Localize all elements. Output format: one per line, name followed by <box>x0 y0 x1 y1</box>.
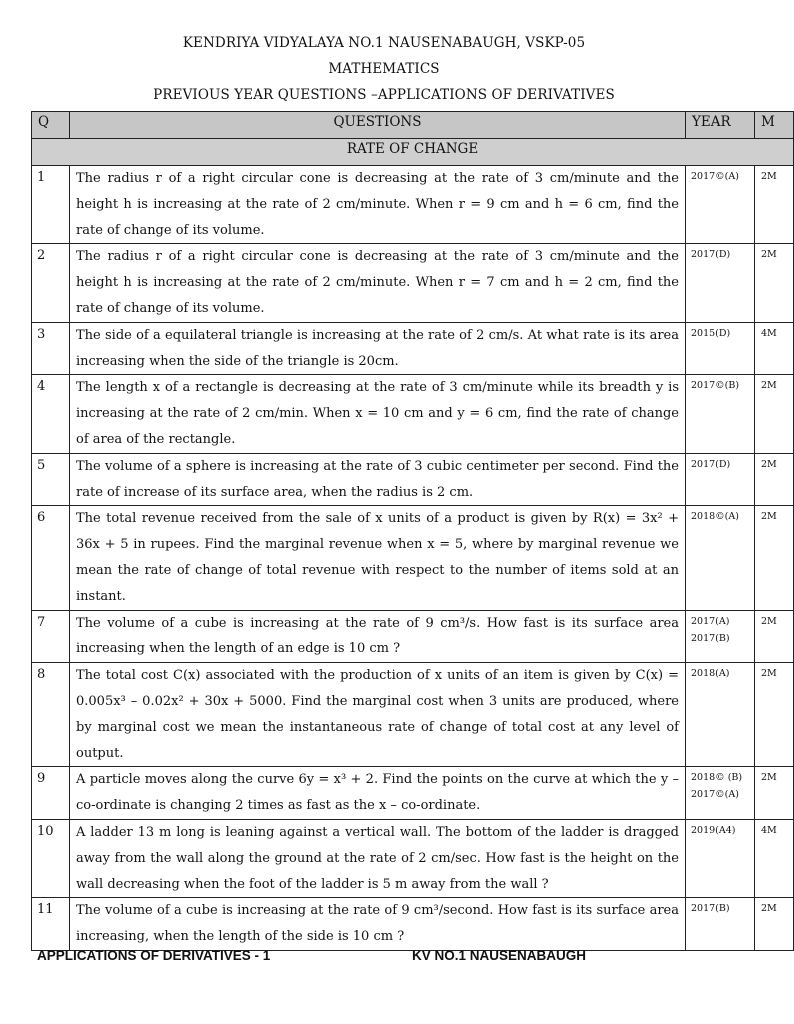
question-text: The radius r of a right circular cone is decreasing at the rate of 3 cm/minute and the height h is increasing at the rate of 2 cm/minute. When r = 9 cm and h = 6 cm, find the rate of change of its volume. <box>70 166 686 244</box>
question-number: 1 <box>32 166 70 244</box>
question-number: 3 <box>32 322 70 375</box>
table-row <box>32 166 794 244</box>
table-row <box>32 453 794 506</box>
question-marks: 4M <box>755 322 794 375</box>
question-year <box>686 898 755 951</box>
column-header-q: Q <box>32 112 70 139</box>
question-year <box>686 244 755 322</box>
question-marks: 2M <box>755 375 794 453</box>
question-text: The side of a equilateral triangle is increasing at the rate of 2 cm/s. At what rate is its area increasing when the side of the triangle is 20cm. <box>70 322 686 375</box>
questions-table <box>31 111 794 951</box>
question-text: The length x of a rectangle is decreasing at the rate of 3 cm/minute while its breadth y is increasing at the rate of 2 cm/min. When x = 10 cm and y = 6 cm, find the rate of change of area of the rectangle. <box>70 375 686 453</box>
question-year <box>686 663 755 767</box>
question-number: 4 <box>32 375 70 453</box>
table-header-row <box>32 112 794 139</box>
year-label: 2017(D) <box>691 458 731 470</box>
question-year <box>686 375 755 453</box>
year-label: 2018©(A) <box>691 511 739 523</box>
question-marks: 2M <box>755 610 794 663</box>
section-title: RATE OF CHANGE <box>32 139 794 166</box>
question-text: The radius r of a right circular cone is decreasing at the rate of 3 cm/minute and the height h is increasing at the rate of 2 cm/minute. When r = 7 cm and h = 2 cm, find the rate of change of its volume. <box>70 244 686 322</box>
year-label: 2017©(B) <box>691 380 740 392</box>
year-label: 2017(B) <box>691 632 730 644</box>
school-name: KENDRIYA VIDYALAYA NO.1 NAUSENABAUGH, VSKP-05 <box>182 35 586 51</box>
question-marks: 2M <box>755 166 794 244</box>
question-text: The total cost C(x) associated with the production of x units of an item is given by C(x) = 0.005x³ – 0.02x² + 30x + 5000. Find the marginal cost when 3 units are produced, where by marginal cost we mean the instantaneous rate of change of total cost at any level of output. <box>70 663 686 767</box>
section-row <box>32 139 794 166</box>
question-year <box>686 610 755 663</box>
question-marks: 2M <box>755 663 794 767</box>
question-marks: 2M <box>755 767 794 820</box>
table-row <box>32 898 794 951</box>
subject-title: MATHEMATICS <box>328 61 440 77</box>
question-marks: 2M <box>755 244 794 322</box>
question-year <box>686 453 755 506</box>
question-year <box>686 506 755 610</box>
question-number: 6 <box>32 506 70 610</box>
question-year <box>686 322 755 375</box>
column-header-questions: QUESTIONS <box>70 112 686 139</box>
year-label: 2018© (B) <box>691 772 743 784</box>
year-label: 2017(A) <box>691 615 730 627</box>
year-label: 2019(A4) <box>691 824 736 836</box>
year-label: 2018(A) <box>691 668 730 680</box>
table-row <box>32 767 794 820</box>
question-year <box>686 166 755 244</box>
year-label: 2017(D) <box>691 249 731 261</box>
table-row <box>32 322 794 375</box>
table-row <box>32 663 794 767</box>
question-number: 2 <box>32 244 70 322</box>
question-year <box>686 767 755 820</box>
year-label: 2017(B) <box>691 903 730 915</box>
question-text: The total revenue received from the sale of x units of a product is given by R(x) = 3x² + 36x + 5 in rupees. Find the marginal revenue when x = 5, where by marginal revenue we mean the rate of change of total revenue with respect to the number of items sold at an instant. <box>70 506 686 610</box>
footer-right: KV NO.1 NAUSENABAUGH <box>412 948 587 963</box>
question-number: 10 <box>32 819 70 897</box>
question-number: 7 <box>32 610 70 663</box>
question-marks: 2M <box>755 453 794 506</box>
footer-left: APPLICATIONS OF DERIVATIVES - 1 <box>37 948 271 963</box>
question-text: A particle moves along the curve 6y = x³ + 2. Find the points on the curve at which the y – co-ordinate is changing 2 times as fast as the x – co-ordinate. <box>70 767 686 820</box>
question-text: The volume of a sphere is increasing at the rate of 3 cubic centimeter per second. Find the rate of increase of its surface area, when the radius is 2 cm. <box>70 453 686 506</box>
table-row <box>32 506 794 610</box>
question-marks: 2M <box>755 506 794 610</box>
question-marks: 4M <box>755 819 794 897</box>
document-title: PREVIOUS YEAR QUESTIONS –APPLICATIONS OF DERIVATIVES <box>153 87 615 103</box>
question-year <box>686 819 755 897</box>
column-header-year: YEAR <box>686 112 755 139</box>
question-text: The volume of a cube is increasing at the rate of 9 cm³/second. How fast is its surface area increasing, when the length of the side is 10 cm ? <box>70 898 686 951</box>
question-number: 9 <box>32 767 70 820</box>
question-number: 5 <box>32 453 70 506</box>
year-label: 2015(D) <box>691 327 731 339</box>
question-text: The volume of a cube is increasing at the rate of 9 cm³/s. How fast is its surface area increasing when the length of an edge is 10 cm ? <box>70 610 686 663</box>
year-label: 2017©(A) <box>691 789 739 801</box>
table-row <box>32 819 794 897</box>
table-row <box>32 244 794 322</box>
question-number: 11 <box>32 898 70 951</box>
question-number: 8 <box>32 663 70 767</box>
table-row <box>32 610 794 663</box>
question-text: A ladder 13 m long is leaning against a vertical wall. The bottom of the ladder is dragged away from the wall along the ground at the rate of 2 cm/sec. How fast is the height on the wall decreasing when the foot of the ladder is 5 m away from the wall ? <box>70 819 686 897</box>
question-marks: 2M <box>755 898 794 951</box>
year-label: 2017©(A) <box>691 171 739 182</box>
column-header-marks: M <box>755 112 794 139</box>
table-row <box>32 375 794 453</box>
